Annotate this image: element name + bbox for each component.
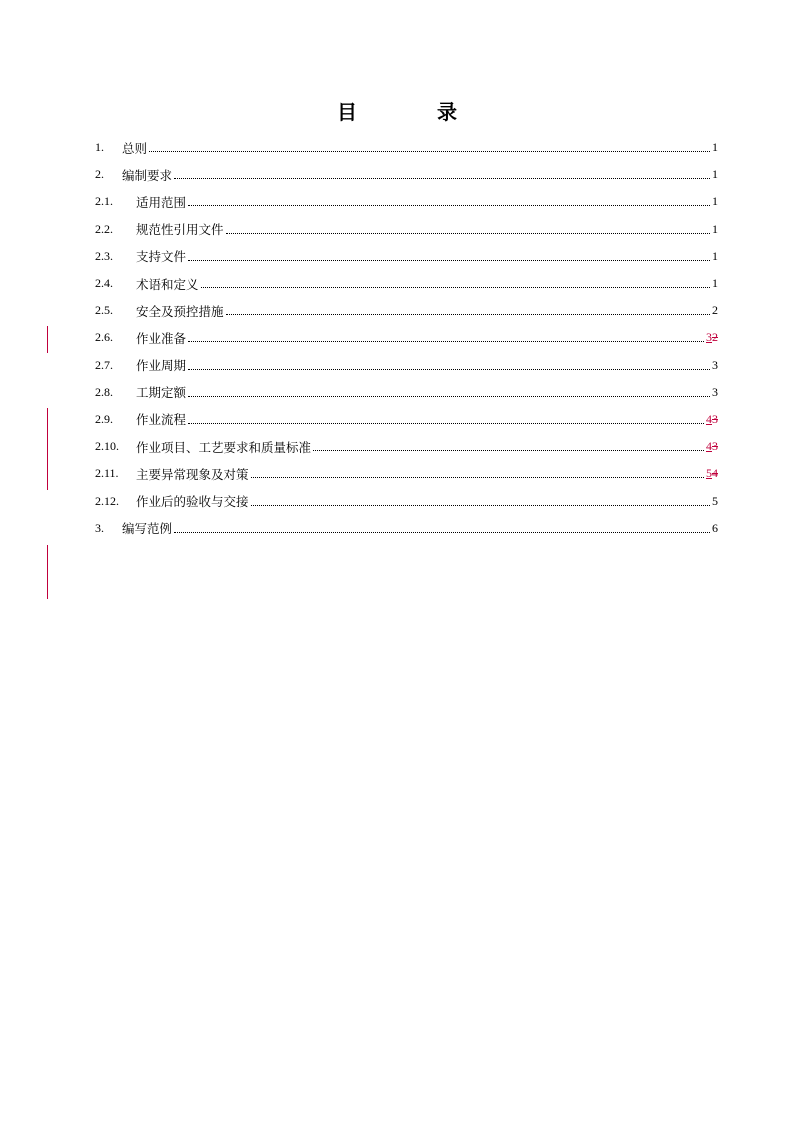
toc-number: 2.6.: [95, 330, 113, 345]
toc-number: 2.1.: [95, 194, 113, 209]
deleted-page-number: 3: [712, 439, 718, 454]
toc-entry[interactable]: [95, 352, 718, 379]
toc-label: 术语和定义: [136, 276, 199, 292]
toc-page-revised: [706, 412, 718, 427]
dot-leader: [149, 151, 710, 152]
dot-leader: [174, 532, 710, 533]
toc-entry[interactable]: [95, 324, 718, 351]
toc-number: 2.9.: [95, 411, 113, 426]
deleted-page-number: 2: [712, 330, 718, 345]
toc-number: 2.4.: [95, 276, 113, 291]
toc-page: 1: [712, 248, 718, 263]
toc-page: 1: [712, 194, 718, 209]
dot-leader: [188, 423, 704, 424]
toc-page: 3: [712, 357, 718, 372]
toc-number: 2.3.: [95, 248, 113, 263]
dot-leader: [313, 450, 704, 451]
toc-entry[interactable]: [95, 515, 718, 542]
revision-change-bar: [47, 326, 48, 353]
toc-label: 作业流程: [136, 412, 187, 428]
toc-number: 2.12.: [95, 493, 119, 508]
toc-label: 总则: [122, 140, 148, 156]
toc-label: 编写范例: [122, 521, 173, 537]
toc-entry[interactable]: [95, 297, 718, 324]
toc-number: 2.8.: [95, 384, 113, 399]
dot-leader: [201, 287, 710, 288]
toc-label: 规范性引用文件: [136, 222, 224, 238]
toc-page: 6: [712, 520, 718, 535]
page-title: 目 录: [337, 100, 487, 124]
toc-page: 1: [712, 140, 718, 155]
toc-entry[interactable]: [95, 433, 718, 460]
dot-leader: [251, 505, 710, 506]
toc-entry[interactable]: [95, 379, 718, 406]
revision-change-bar: [47, 545, 48, 599]
inserted-page-number: 5: [706, 466, 712, 481]
dot-leader: [174, 178, 710, 179]
toc-number: 2.11.: [95, 466, 119, 481]
toc-page: 1: [712, 276, 718, 291]
dot-leader: [226, 233, 710, 234]
dot-leader: [251, 477, 704, 478]
toc-page-revised: [706, 330, 718, 345]
toc-label: 安全及预控措施: [136, 303, 224, 319]
toc-label: 作业后的验收与交接: [136, 494, 249, 510]
dot-leader: [188, 205, 710, 206]
toc-label: 适用范围: [136, 194, 187, 210]
toc-page-revised: [706, 466, 718, 481]
toc-entry[interactable]: [95, 216, 718, 243]
toc-number: 1.: [95, 140, 104, 155]
toc-label: 作业准备: [136, 330, 187, 346]
inserted-page-number: 4: [706, 411, 712, 426]
toc-page: 3: [712, 384, 718, 399]
toc-page-revised: [706, 439, 718, 454]
toc-entry[interactable]: [95, 460, 718, 487]
dot-leader: [188, 369, 710, 370]
toc-entry[interactable]: [95, 161, 718, 188]
toc-page: 5: [712, 493, 718, 508]
toc-page: 1: [712, 221, 718, 236]
toc-entry[interactable]: [95, 270, 718, 297]
toc-number: 2.: [95, 167, 104, 182]
toc-entry[interactable]: [95, 134, 718, 161]
toc-label: 支持文件: [136, 249, 187, 265]
dot-leader: [188, 260, 710, 261]
deleted-page-number: 4: [712, 466, 718, 481]
table-of-contents: [95, 134, 718, 542]
dot-leader: [226, 314, 710, 315]
toc-number: 2.10.: [95, 439, 119, 454]
toc-entry[interactable]: [95, 243, 718, 270]
toc-page: 1: [712, 167, 718, 182]
inserted-page-number: 3: [706, 330, 712, 345]
dot-leader: [188, 341, 704, 342]
toc-page: 2: [712, 303, 718, 318]
toc-entry[interactable]: [95, 487, 718, 514]
toc-label: 编制要求: [122, 167, 173, 183]
inserted-page-number: 4: [706, 439, 712, 454]
toc-label: 作业项目、工艺要求和质量标准: [136, 439, 312, 455]
toc-label: 作业周期: [136, 358, 187, 374]
toc-number: 3.: [95, 520, 104, 535]
toc-entry[interactable]: [95, 406, 718, 433]
revision-change-bar: [47, 408, 48, 490]
toc-number: 2.2.: [95, 221, 113, 236]
dot-leader: [188, 396, 710, 397]
toc-label: 主要异常现象及对策: [136, 466, 249, 482]
toc-entry[interactable]: [95, 188, 718, 215]
deleted-page-number: 3: [712, 411, 718, 426]
toc-number: 2.7.: [95, 357, 113, 372]
toc-number: 2.5.: [95, 303, 113, 318]
toc-label: 工期定额: [136, 385, 187, 401]
